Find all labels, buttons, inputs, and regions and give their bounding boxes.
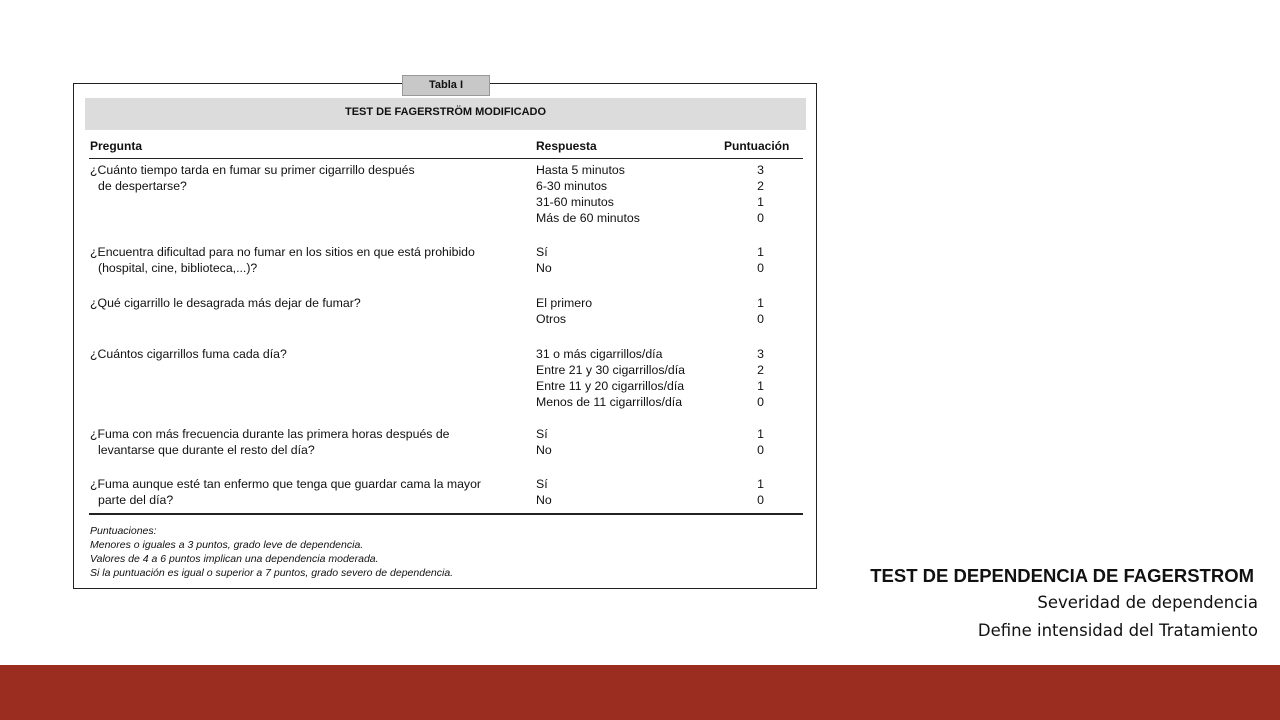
question-line: ¿Fuma con más frecuencia durante las primera horas después de [90,427,450,441]
score-value: 0 [757,312,764,326]
score-value: 0 [757,443,764,457]
question-line: ¿Fuma aunque esté tan enfermo que tenga que guardar cama la mayor [90,477,482,491]
score-list [746,426,764,458]
scoring-notes [90,524,790,580]
score-value: 0 [757,395,764,409]
footer-band [0,665,1280,720]
notes-heading: Puntuaciones: [90,525,157,537]
score-value: 1 [757,296,764,310]
answer-option: Sí [536,245,548,259]
question-text [90,295,520,311]
score-list [746,295,764,327]
answer-list [536,426,736,458]
question-line: levantarse que durante el resto del día? [98,443,315,457]
score-list [746,244,764,276]
table-title: TEST DE FAGERSTRÖM MODIFICADO [85,98,806,130]
question-text [90,162,520,194]
answer-list [536,476,736,508]
header-divider [89,158,803,159]
question-text [90,476,520,508]
score-value: 0 [757,261,764,275]
score-list [746,476,764,508]
score-value: 2 [757,179,764,193]
answer-option: Sí [536,427,548,441]
answer-option: Menos de 11 cigarrillos/día [536,395,683,409]
answer-option: 31-60 minutos [536,195,614,209]
score-value: 1 [757,245,764,259]
score-value: 3 [757,347,764,361]
answer-option: No [536,493,552,507]
question-text [90,346,520,362]
note-line: Valores de 4 a 6 puntos implican una dependencia moderada. [90,553,379,565]
answer-option: El primero [536,296,593,310]
question-line: ¿Qué cigarrillo le desagrada más dejar de fumar? [90,296,361,310]
caption-line-treatment: Define intensidad del Tratamiento [977,621,1258,640]
caption-line-severity: Severidad de dependencia [1037,593,1258,612]
answer-list [536,346,736,410]
score-value: 1 [757,379,764,393]
question-line: de despertarse? [98,179,187,193]
answer-option: Entre 21 y 30 cigarrillos/día [536,363,686,377]
score-value: 3 [757,163,764,177]
score-value: 0 [757,493,764,507]
fagerstrom-table-figure [73,79,817,589]
score-list [746,346,764,410]
answer-option: Entre 11 y 20 cigarrillos/día [536,379,685,393]
question-text [90,244,520,276]
answer-option: Hasta 5 minutos [536,163,625,177]
answer-list [536,162,736,226]
answer-list [536,244,736,276]
score-value: 0 [757,211,764,225]
answer-list [536,295,736,327]
table-label: Tabla I [402,75,490,96]
score-value: 2 [757,363,764,377]
slide-caption [870,563,1258,645]
score-list [746,162,764,226]
answer-option: Sí [536,477,548,491]
question-text [90,426,520,458]
answer-option: No [536,261,552,275]
note-line: Si la puntuación es igual o superior a 7 puntos, grado severo de dependencia. [90,567,454,579]
column-header-question: Pregunta [90,139,143,153]
score-value: 1 [757,477,764,491]
answer-option: No [536,443,552,457]
score-value: 1 [757,195,764,209]
question-line: ¿Encuentra dificultad para no fumar en los sitios en que está prohibido [90,245,475,259]
answer-option: Otros [536,312,567,326]
answer-option: Más de 60 minutos [536,211,640,225]
answer-option: 6-30 minutos [536,179,608,193]
column-header-answer: Respuesta [536,139,597,153]
table-bottom-divider [89,513,803,515]
question-line: (hospital, cine, biblioteca,...)? [98,261,258,275]
answer-option: 31 o más cigarrillos/día [536,347,663,361]
question-line: ¿Cuánto tiempo tarda en fumar su primer cigarrillo después [90,163,415,177]
question-line: ¿Cuántos cigarrillos fuma cada día? [90,347,287,361]
score-value: 1 [757,427,764,441]
note-line: Menores o iguales a 3 puntos, grado leve de dependencia. [90,539,364,551]
caption-title: TEST DE DEPENDENCIA DE FAGERSTROM [870,565,1254,586]
question-line: parte del día? [98,493,174,507]
column-header-score: Puntuación [724,139,790,153]
